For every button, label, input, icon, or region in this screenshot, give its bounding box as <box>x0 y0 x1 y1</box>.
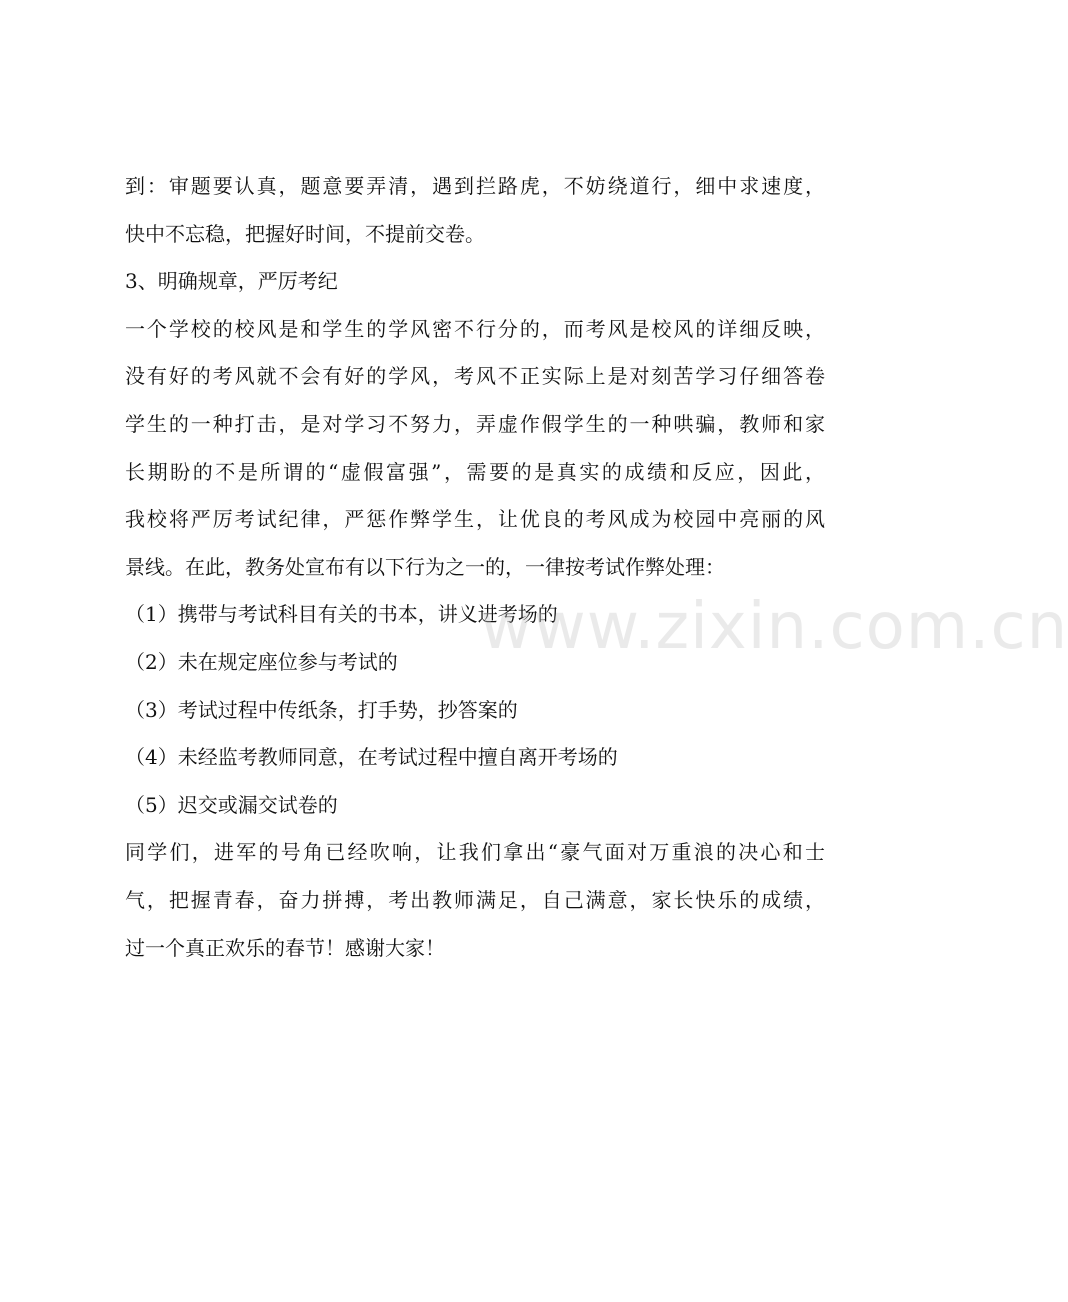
text-line: 我校将严厉考试纪律，严惩作弊学生，让优良的考风成为校园中亮丽的风 <box>125 507 825 532</box>
watermark: www.zixin.com.cn <box>480 590 1068 664</box>
text-line: 过一个真正欢乐的春节！感谢大家！ <box>125 935 445 960</box>
text-line: 学生的一种打击，是对学习不努力，弄虚作假学生的一种哄骗，教师和家 <box>125 411 825 436</box>
list-item: （4）未经监考教师同意，在考试过程中擅自离开考场的 <box>125 745 618 770</box>
text-line: 同学们，进军的号角已经吹响，让我们拿出“豪气面对万重浪的决心和士 <box>125 840 825 865</box>
section-heading: 3、明确规章，严厉考纪 <box>125 269 338 294</box>
list-item: （5）迟交或漏交试卷的 <box>125 792 338 817</box>
text-line: 一个学校的校风是和学生的学风密不行分的，而考风是校风的详细反映， <box>125 316 825 341</box>
text-line: 没有好的考风就不会有好的学风，考风不正实际上是对刻苦学习仔细答卷 <box>125 364 825 389</box>
list-item: （1）携带与考试科目有关的书本，讲义进考场的 <box>125 602 558 627</box>
text-line: 快中不忘稳，把握好时间，不提前交卷。 <box>125 221 485 246</box>
text-line: 气，把握青春，奋力拼搏，考出教师满足，自己满意，家长快乐的成绩， <box>125 887 825 912</box>
text-line: 景线。在此，教务处宣布有以下行为之一的，一律按考试作弊处理： <box>125 554 725 579</box>
text-line: 到：审题要认真，题意要弄清，遇到拦路虎，不妨绕道行，细中求速度， <box>125 174 825 198</box>
document-body <box>125 163 825 972</box>
list-item: （3）考试过程中传纸条，打手势，抄答案的 <box>125 697 518 722</box>
list-item: （2）未在规定座位参与考试的 <box>125 649 398 674</box>
text-line: 长期盼的不是所谓的“虚假富强”，需要的是真实的成绩和反应，因此， <box>125 459 825 484</box>
